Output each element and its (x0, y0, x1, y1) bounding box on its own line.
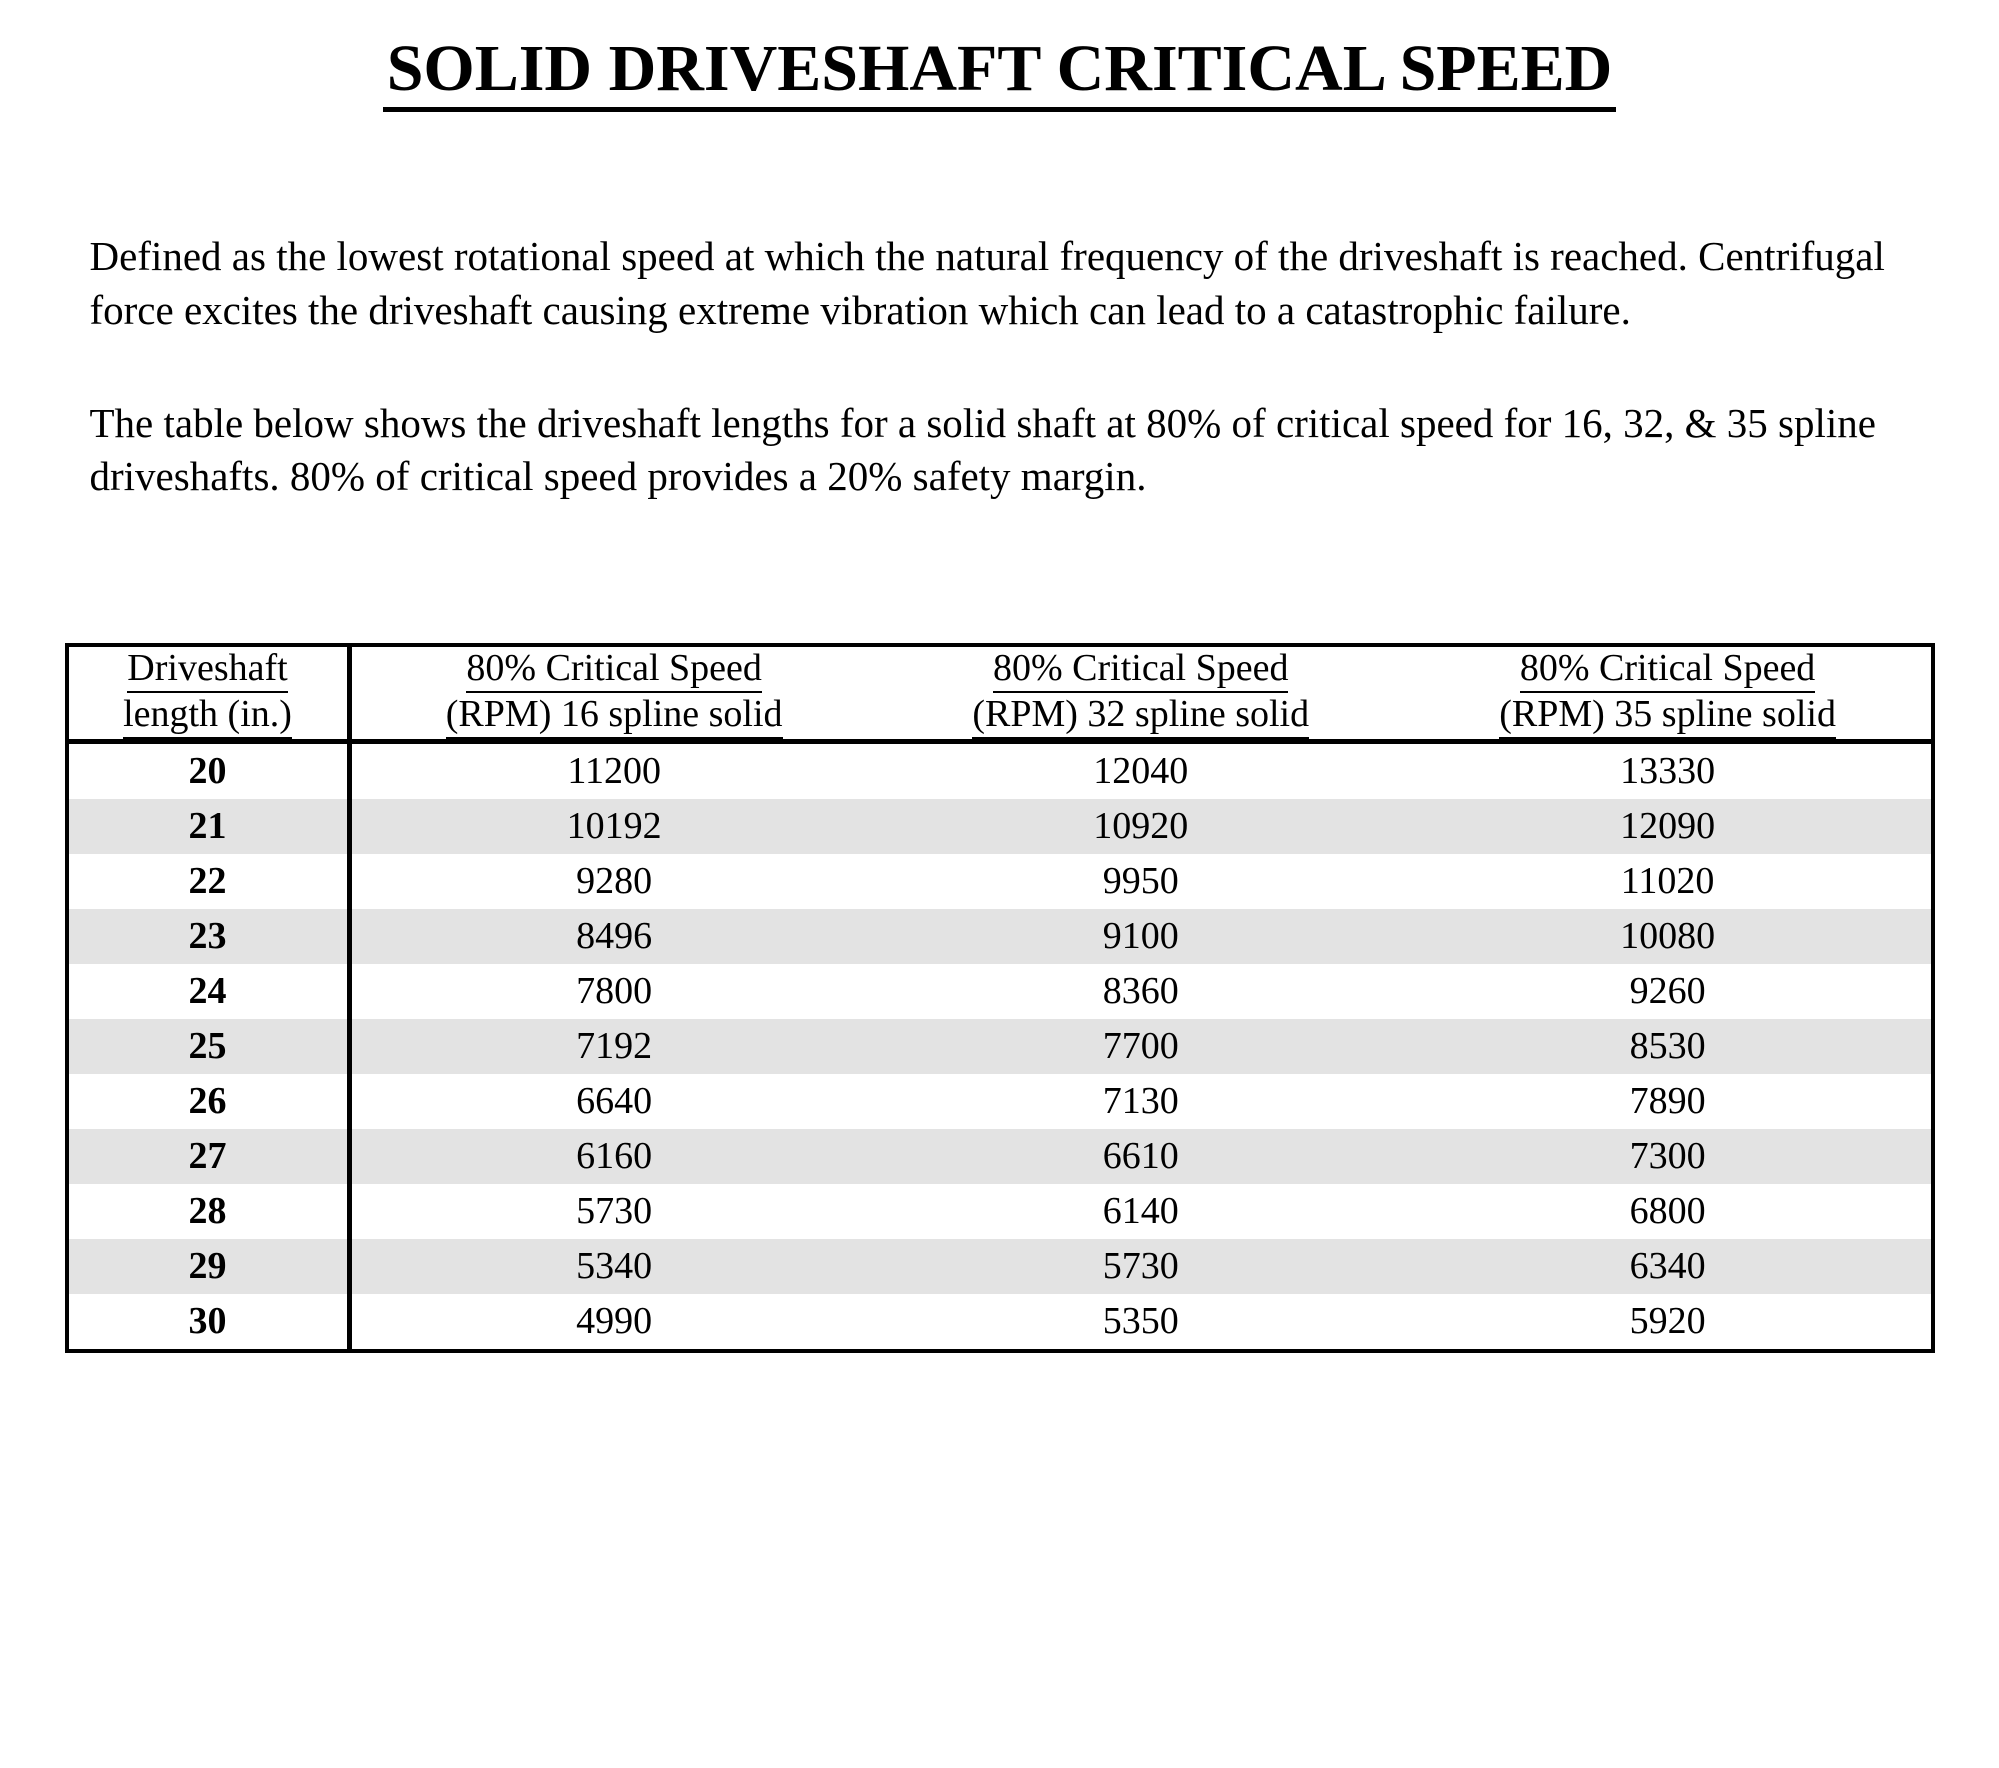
cell-length: 21 (67, 799, 350, 854)
cell-16-spline: 7192 (349, 1019, 877, 1074)
cell-length: 29 (67, 1239, 350, 1294)
table-description-paragraph: The table below shows the driveshaft lengths for a solid shaft at 80% of critical speed for 16, 32, & 35 spline driveshafts. 80% of critical speed provides a 20% safety margin. (89, 399, 1876, 500)
column-header-driveshaft-length-line2: length (in.) (123, 693, 292, 739)
cell-32-spline: 9950 (1102, 859, 1179, 902)
column-header-32-spline (877, 645, 1405, 741)
cell-35-spline: 7300 (1405, 1129, 1933, 1184)
cell-length: 22 (67, 854, 350, 909)
column-header-16-spline (349, 645, 877, 741)
column-header-driveshaft-length (67, 645, 350, 741)
cell-35-spline: 5920 (1629, 1299, 1706, 1342)
column-header-16-spline-line2: (RPM) 16 spline solid (446, 693, 783, 739)
cell-35-spline: 13330 (1620, 749, 1716, 792)
cell-35-spline: 11020 (1620, 859, 1715, 902)
cell-32-spline: 8360 (1102, 969, 1179, 1012)
table-row (67, 1019, 1933, 1074)
page-title-container (0, 34, 1999, 112)
table-row (67, 1129, 1933, 1184)
cell-35-spline: 8530 (1405, 1019, 1933, 1074)
cell-16-spline: 11200 (567, 749, 661, 792)
cell-35-spline: 10080 (1405, 909, 1933, 964)
critical-speed-table-container (65, 643, 1935, 1352)
cell-32-spline: 7700 (877, 1019, 1405, 1074)
cell-35-spline: 7890 (1629, 1079, 1706, 1122)
cell-32-spline: 7130 (1102, 1079, 1179, 1122)
intro-paragraph: Defined as the lowest rotational speed at which the natural frequency of the driveshaft is reached. Centrifugal force excites the driveshaft causing extreme vibration which can lead to a catastrophic failure. (89, 233, 1885, 333)
cell-16-spline: 6160 (349, 1129, 877, 1184)
cell-32-spline: 5730 (877, 1239, 1405, 1294)
cell-32-spline: 5350 (1102, 1299, 1179, 1342)
table-header-row (67, 645, 1933, 741)
cell-35-spline: 6340 (1405, 1239, 1933, 1294)
cell-length: 28 (67, 1184, 350, 1239)
cell-16-spline: 7800 (576, 969, 653, 1012)
column-header-16-spline-line1: 80% Critical Speed (466, 647, 761, 693)
cell-16-spline: 10192 (349, 799, 877, 854)
cell-16-spline: 9280 (576, 859, 653, 902)
table-row (67, 909, 1933, 964)
table-row (67, 741, 1933, 799)
cell-32-spline: 9100 (877, 909, 1405, 964)
cell-16-spline: 6640 (576, 1079, 653, 1122)
column-header-35-spline (1405, 645, 1933, 741)
cell-length: 27 (67, 1129, 350, 1184)
column-header-35-spline-line1: 80% Critical Speed (1520, 647, 1815, 693)
cell-16-spline: 5730 (576, 1189, 653, 1232)
cell-length: 30 (67, 1294, 350, 1351)
cell-16-spline: 8496 (349, 909, 877, 964)
page-title: SOLID DRIVESHAFT CRITICAL SPEED (383, 34, 1617, 112)
table-row (67, 1184, 1933, 1239)
table-row (67, 799, 1933, 854)
document-page (0, 34, 1999, 1768)
table-row (67, 1294, 1933, 1351)
cell-35-spline: 6800 (1629, 1189, 1706, 1232)
cell-35-spline: 9260 (1629, 969, 1706, 1012)
table-row (67, 1074, 1933, 1129)
table-row (67, 854, 1933, 909)
cell-35-spline: 12090 (1405, 799, 1933, 854)
column-header-driveshaft-length-line1: Driveshaft (127, 647, 287, 693)
table-header (67, 645, 1933, 741)
column-header-32-spline-line1: 80% Critical Speed (993, 647, 1288, 693)
table-body (67, 741, 1933, 1351)
cell-length: 20 (67, 741, 350, 799)
cell-32-spline: 12040 (1093, 749, 1189, 792)
column-header-32-spline-line2: (RPM) 32 spline solid (972, 693, 1309, 739)
table-row (67, 1239, 1933, 1294)
critical-speed-table (65, 643, 1935, 1352)
cell-16-spline: 4990 (576, 1299, 653, 1342)
cell-32-spline: 6140 (1102, 1189, 1179, 1232)
cell-length: 25 (67, 1019, 350, 1074)
cell-length: 23 (67, 909, 350, 964)
cell-length: 26 (67, 1074, 350, 1129)
cell-length: 24 (67, 964, 350, 1019)
table-row (67, 964, 1933, 1019)
cell-32-spline: 10920 (877, 799, 1405, 854)
cell-16-spline: 5340 (349, 1239, 877, 1294)
column-header-35-spline-line2: (RPM) 35 spline solid (1499, 693, 1836, 739)
cell-32-spline: 6610 (877, 1129, 1405, 1184)
